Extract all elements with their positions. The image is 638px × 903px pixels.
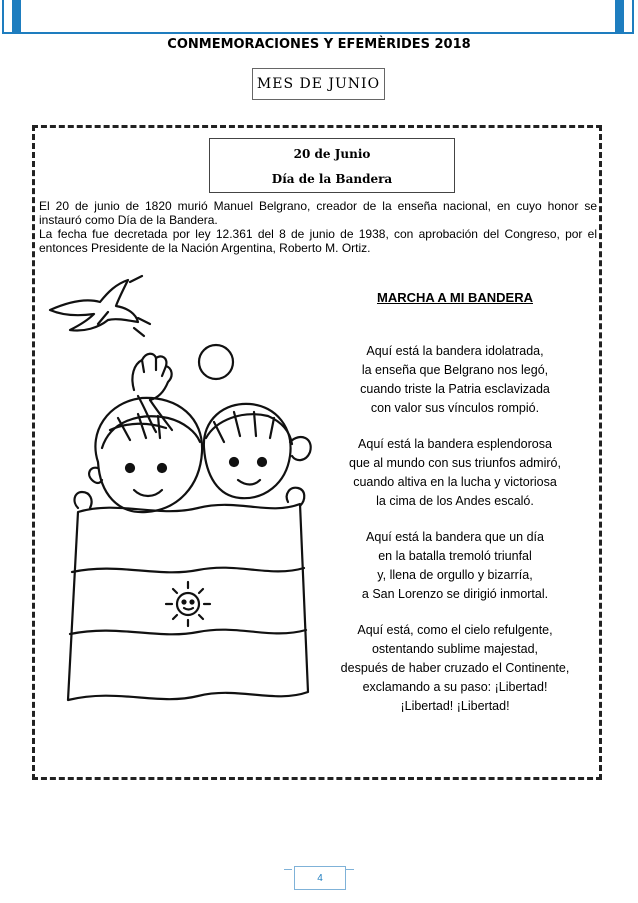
page-number-rule-right	[346, 869, 354, 870]
top-border-bar	[2, 0, 634, 34]
poem-line: en la batalla tremoló triunfal	[378, 549, 532, 563]
poem-line: cuando altiva en la lucha y victoriosa	[353, 475, 557, 489]
right-corner-accent	[615, 0, 624, 32]
event-name: Día de la Bandera	[271, 172, 393, 186]
flag-icon	[68, 504, 308, 700]
poem-line: Aquí está, como el cielo refulgente,	[357, 623, 553, 637]
paragraph-2: La fecha fue decretada por ley 12.361 del 8 de junio de 1938, con aprobación del Congreso, por el entonces Presidente de la Nación Argentina, Roberto M. Ortiz.	[39, 227, 597, 255]
poem-line: la enseña que Belgrano nos legó,	[361, 363, 549, 377]
left-corner-accent	[12, 0, 21, 32]
document-title: CONMEMORACIONES Y EFEMÈRIDES 2018	[167, 37, 471, 52]
raised-hand-icon	[132, 354, 171, 400]
date-box	[209, 138, 455, 193]
poem-line: y, llena de orgullo y bizarría,	[377, 568, 533, 582]
children-with-flag-illustration	[38, 272, 328, 712]
flag-sun-icon	[177, 593, 199, 615]
poem-line: exclamando a su paso: ¡Libertad!	[362, 680, 548, 694]
poem-line: Aquí está la bandera esplendorosa	[358, 437, 552, 451]
dove-icon	[50, 280, 138, 331]
poem-line: a San Lorenzo se dirigió inmortal.	[361, 587, 549, 601]
poem-line: la cima de los Andes escaló.	[376, 494, 534, 508]
stanza-1	[315, 342, 595, 418]
poem-line: Aquí está la bandera que un día	[366, 530, 544, 544]
description-text	[39, 199, 597, 255]
month-heading: MES DE JUNIO	[252, 68, 385, 100]
poem-line: después de haber cruzado el Continente,	[340, 661, 570, 675]
stanza-3	[315, 528, 595, 604]
event-date: 20 de Junio	[293, 147, 371, 161]
poem-line: con valor sus vínculos rompió.	[370, 401, 540, 415]
poem-title: MARCHA A MI BANDERA	[377, 290, 533, 305]
stanza-4	[315, 621, 595, 716]
poem-line: Aquí está la bandera idolatrada,	[366, 344, 544, 358]
poem-line: cuando triste la Patria esclavizada	[360, 382, 550, 396]
page-number: 4	[294, 866, 346, 890]
paragraph-1: El 20 de junio de 1820 murió Manuel Belgrano, creador de la enseña nacional, en cuyo honor se instauró como Día de la Bandera.	[39, 199, 597, 227]
poem-line: que al mundo con sus triunfos admiró,	[349, 456, 561, 470]
poem-line: ¡Libertad! ¡Libertad!	[400, 699, 510, 713]
sun-icon	[199, 345, 233, 379]
stanza-2	[315, 435, 595, 511]
poem-line: ostentando sublime majestad,	[371, 642, 539, 656]
page-number-rule-left	[284, 869, 292, 870]
